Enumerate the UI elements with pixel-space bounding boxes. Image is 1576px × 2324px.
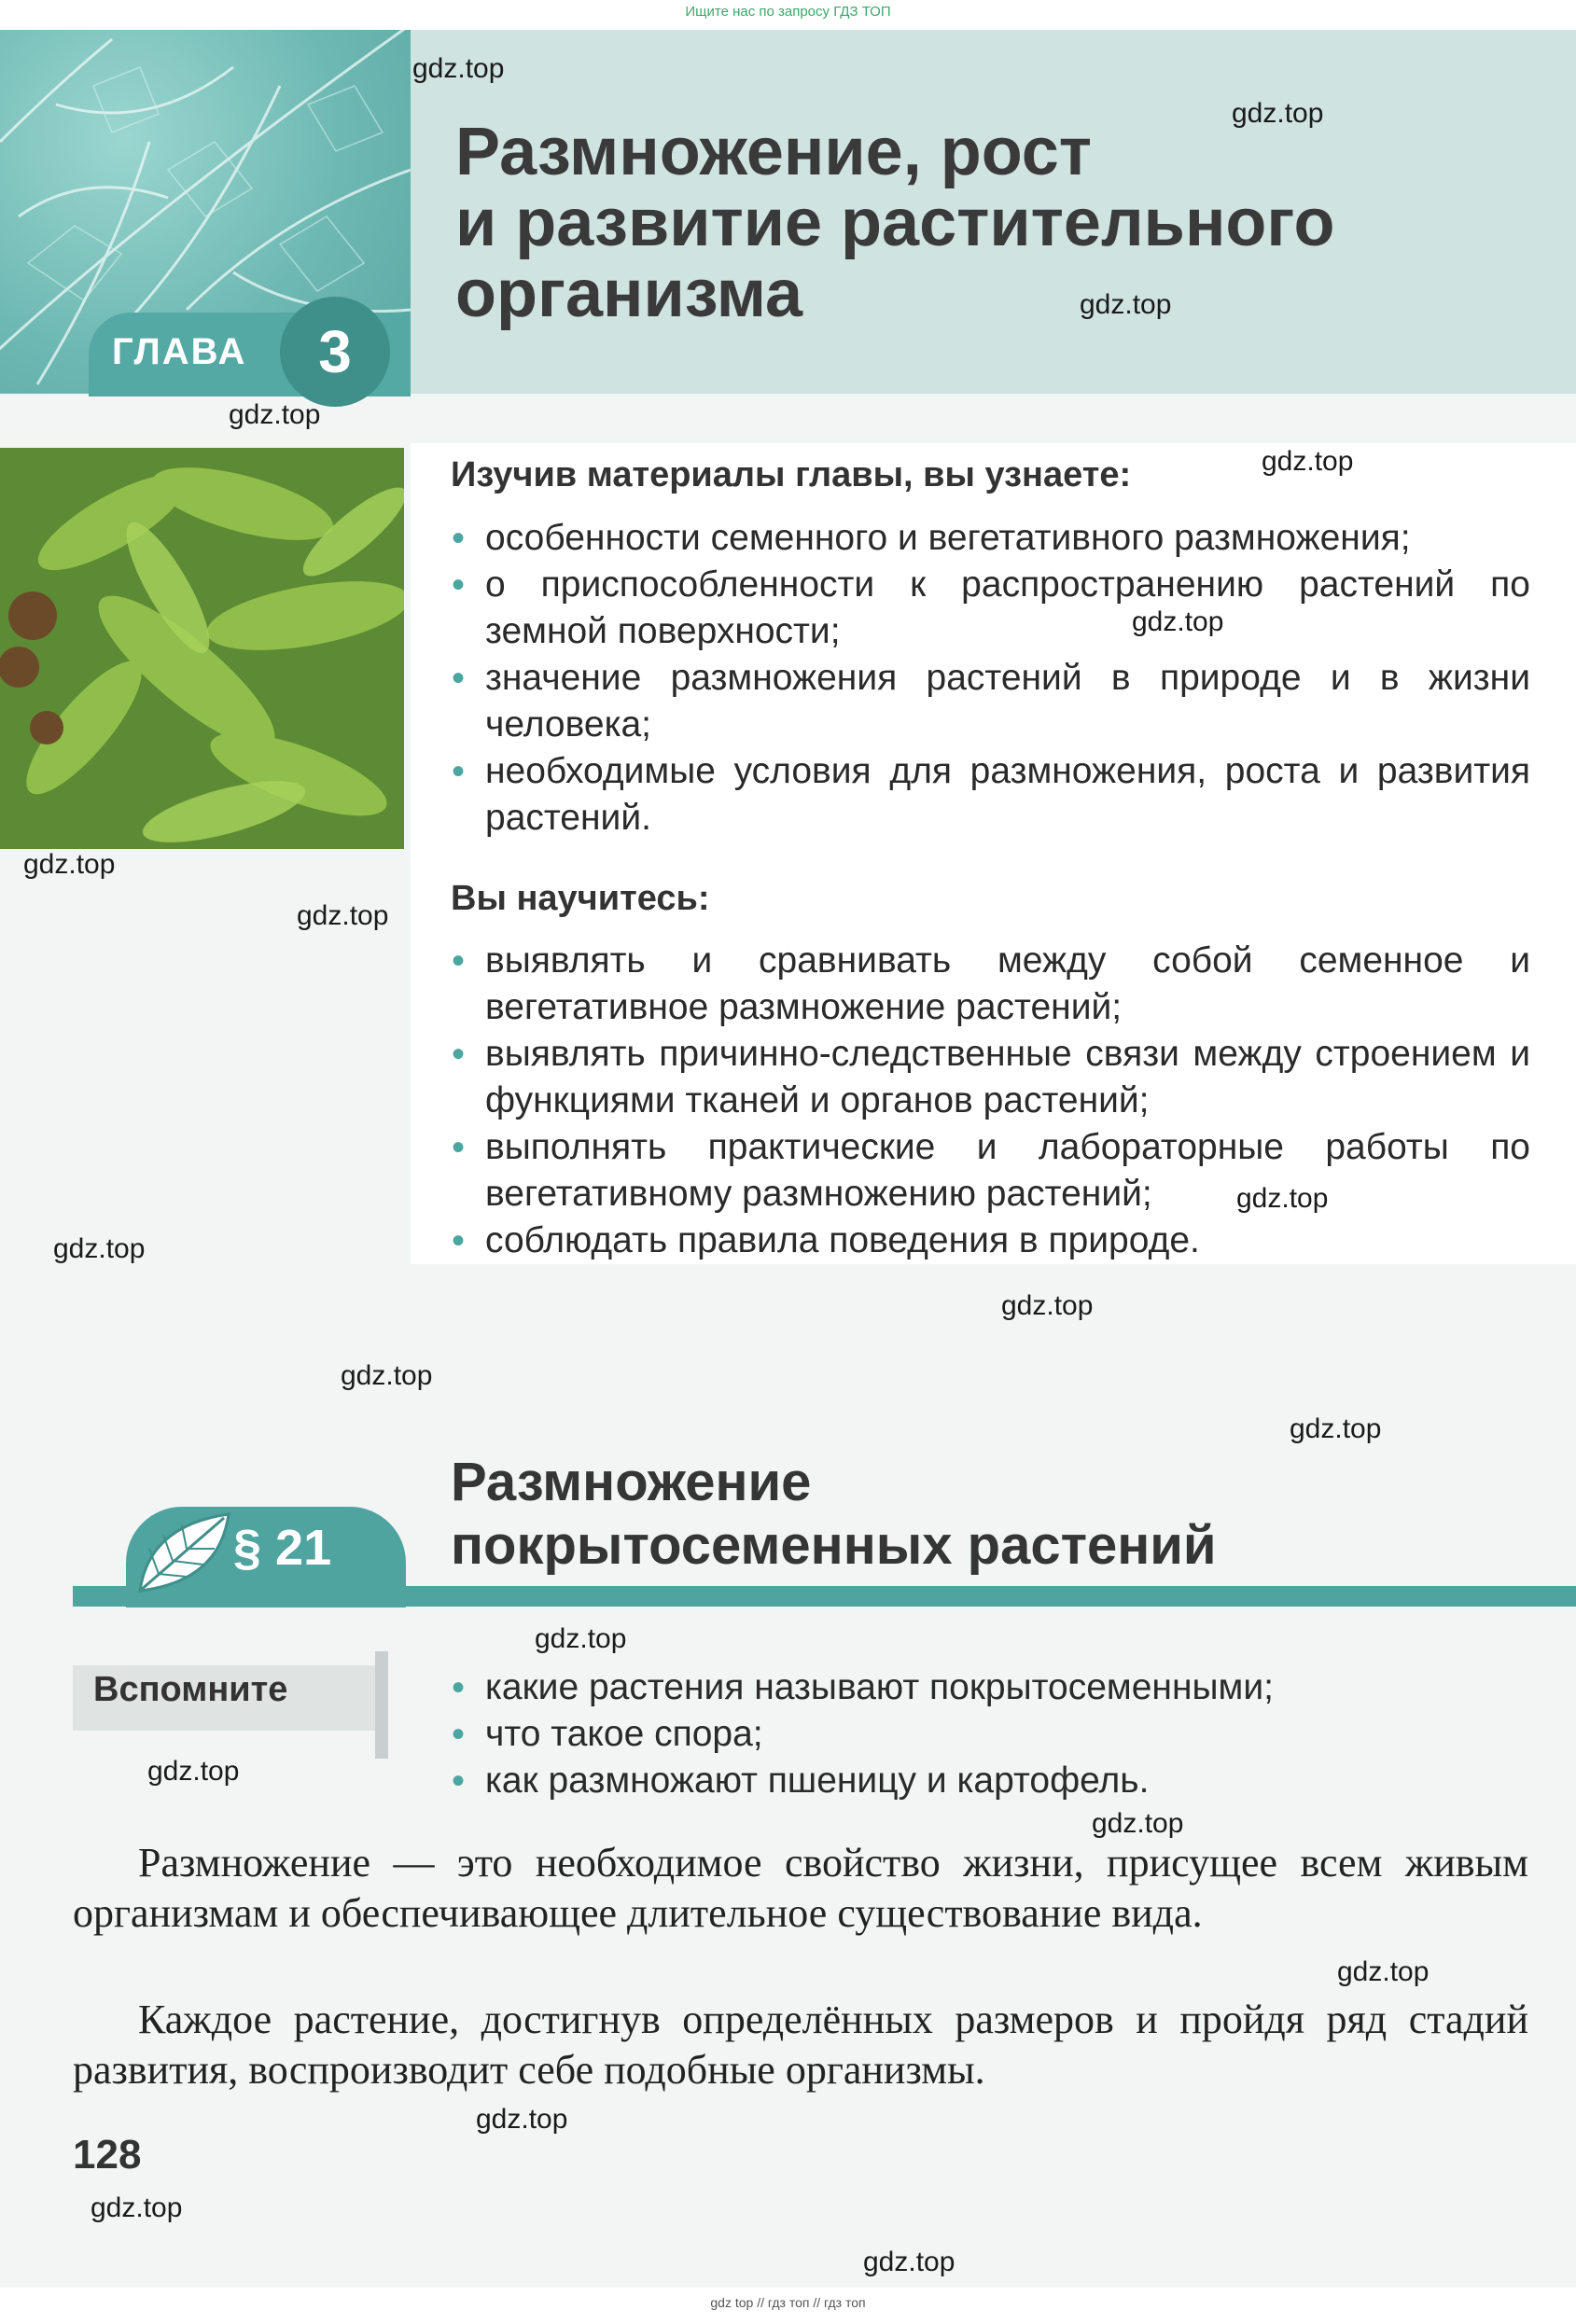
watermark: gdz.top [1290,1413,1382,1444]
list-item: • необходимые условия для размножения, роста и развития растений. [452,751,1530,838]
sign-post [375,1651,388,1759]
top-search-note: Ищите нас по запросу ГДЗ ТОП [685,4,891,20]
page-number: 128 [73,2132,142,2178]
body-paragraph: Каждое растение, достигнув определённых размеров и пройдя ряд стадий развития, воспроизводит себе подобные организмы. [73,1997,1528,2093]
remember-label: Вспомните [93,1670,288,1709]
watermark: gdz.top [1262,446,1354,477]
body-paragraph: Размножение — это необходимое свойство жизни, присущее всем живым организмам и обеспечивающее длительное существование вида. [73,1840,1528,1936]
watermark: gdz.top [53,1233,146,1264]
watermark: gdz.top [1337,1956,1430,1987]
chestnut-leaves-photo [0,448,404,849]
watermark: gdz.top [412,53,505,84]
learn-list [448,515,1530,842]
watermark: gdz.top [23,849,116,880]
skills-list [448,938,1530,1264]
chapter-number-badge: 3 [280,297,390,407]
list-item: • о приспособленности к распространению растений по земной поверхности; [452,564,1530,651]
watermark: gdz.top [535,1623,627,1654]
list-item: • выявлять и сравнивать между собой семенное и вегетативное размножение растений; [452,940,1530,1027]
watermark: gdz.top [229,399,321,430]
bottom-note: gdz top // гдз топ // гдз топ [710,2295,866,2310]
watermark: gdz.top [297,900,389,931]
list-item: • значение размножения растений в природе и в жизни человека; [452,658,1530,745]
list-item: • выполнять практические и лабораторные работы по вегетативному размножению растений; [452,1127,1530,1214]
watermark: gdz.top [91,2192,183,2223]
chapter-label: ГЛАВА [112,331,247,372]
section-number: § 21 [233,1520,332,1576]
chapter-title: Размножение, рост и развитие растительного организма [455,115,1335,331]
watermark: gdz.top [1001,1290,1094,1321]
watermark: gdz.top [147,1756,240,1787]
watermark: gdz.top [1236,1183,1329,1214]
skills-heading: Вы научитесь: [451,879,710,918]
watermark: gdz.top [1132,606,1224,637]
list-item: • выявлять причинно-следственные связи между строением и функциями тканей и органов растений; [452,1034,1530,1120]
watermark: gdz.top [863,2247,955,2277]
section-title: Размножение покрытосеменных растений [451,1452,1217,1576]
list-item: • что такое спора; [452,1714,763,1755]
list-item: • как размножают пшеницу и картофель. [452,1760,1150,1802]
list-item: • какие растения называют покрытосеменными; [452,1667,1274,1708]
watermark: gdz.top [341,1360,433,1391]
birch-leaf-icon [131,1507,238,1605]
watermark: gdz.top [1080,289,1172,320]
list-item: • соблюдать правила поведения в природе. [452,1220,1200,1261]
watermark: gdz.top [476,2104,568,2135]
watermark: gdz.top [1232,98,1324,129]
learn-heading: Изучив материалы главы, вы узнаете: [451,455,1132,494]
list-item: • особенности семенного и вегетативного размножения; [452,518,1411,559]
remember-list [448,1664,1530,1804]
watermark: gdz.top [1092,1808,1184,1839]
